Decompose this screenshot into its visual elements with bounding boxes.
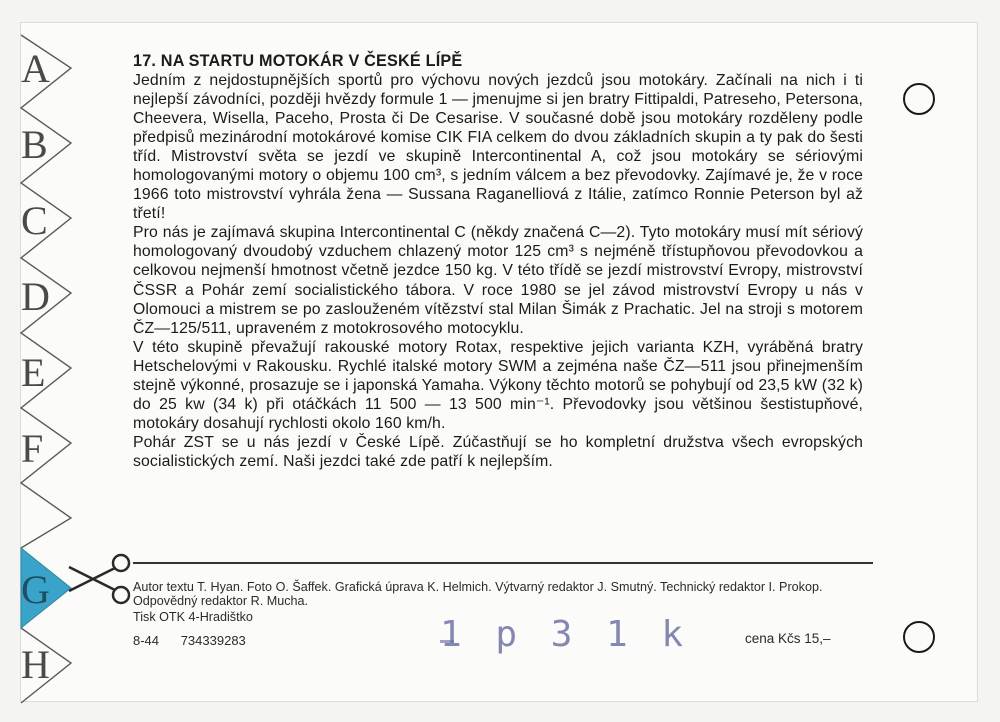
credits-text: Autor textu T. Hyan. Foto O. Šaffek. Grafická úprava K. Helmich. Výtvarný redaktor J. Smutný. Technický redaktor I. Prokop. Odpovědný redaktor R. Mucha. (133, 580, 823, 608)
catalog-code-left: 8-44 (133, 633, 160, 648)
article (133, 52, 863, 471)
article-paragraph-2: Pro nás je zajímavá skupina Intercontinental C (někdy značená C—2). Tyto motokáry musí mít sériový homologovaný dvoudobý vzduchem chlazený motor 125 cm³ s nejméně třístupňovou převodovkou a celkovou nejmenší hmotnost včetně jezdce 150 kg. V této třídě se jezdí mistrovství Evropy, mistrovství ČSSR a Pohár zemí socialistického tábora. V roce 1980 se jel závod mistrovství Evropy u nás v Olomouci a mistrem se po zaslouženém vítězství stal Milan Šimák z Prachatic. Jel na stroji s motorem ČZ—125/511, upraveném z motokrosového motocyklu. (133, 224, 863, 337)
catalog-code-number: 734339283 (180, 633, 246, 648)
article-paragraph-3: V této skupině převažují rakouské motory Rotax, respektive jejich varianta KZH, vyráběná bratry Hetschelovými v Rakousku. Rychlé italské motory SWM a zejména naše ČZ—511 jsou přinejmenším stejně výkonné, prosazuje se i japonská Yamaha. Výkony těchto motorů se pohybují od 23,5 kW (32 k) do 25 kw (34 k) při otáčkách 11 500 — 13 500 min⁻¹. Převodovky jsou většinou šestistupňové, motokáry dosahují rychlosti okolo 160 km/h. (133, 338, 863, 432)
article-paragraph-4: Pohár ZST se u nás jezdí v České Lípě. Zúčastňují se ho kompletní družstva všech evropských socialistických zemí. Naši jezdci také zde patří k nejlepším. (133, 433, 863, 470)
catalog-code (133, 633, 433, 648)
scissors-icon (65, 551, 135, 607)
tab-letter-b[interactable]: B (21, 122, 48, 167)
price-label: cena Kčs 15,– (745, 631, 831, 646)
article-paragraph-1: Jedním z nejdostupnějších sportů pro výchovu nových jezdců jsou motokáry. Začínali na nich i ti nejlepší závodníci, později hvězdy formule 1 — jmenujme si jen bratry Fittipaldi, Patreseho, Petersona, Cheevera, Wisella, Paceho, Prosta či De Cesarise. V současné době jsou motokáry rozděleny podle předpisů mezinárodní motokárové komise CIK FIA celkem do dvou základních skupin a ty pak do šesti tříd. Mistrovství světa se jezdí ve skupině Intercontinental A, což jsou motokáry se sériovými homologovanými motory o objemu 100 cm³, s jedním válcem a bez převodovky. Zajímavé je, že v roce 1966 toto mistrovství vyhrála žena — Sussana Raganelliová z Itálie, zatímco Ronnie Peterson byl až třetí! (133, 72, 863, 223)
printer-text: Tisk OTK 4-Hradištko (133, 610, 253, 624)
tab-letter-g[interactable]: G (21, 567, 50, 612)
ink-stamp: 1 p 3 1 k (440, 614, 690, 655)
tab-letter-h[interactable]: H (21, 642, 50, 687)
tab-letter-d[interactable]: D (21, 274, 50, 319)
article-title: 17. NA STARTU MOTOKÁR V ČESKÉ LÍPĚ (133, 52, 463, 70)
tab-letter-c[interactable]: C (21, 198, 48, 243)
footer-divider (133, 562, 873, 564)
index-tabs (21, 23, 151, 703)
tab-letter-a[interactable]: A (21, 46, 50, 91)
tab-letter-e[interactable]: E (21, 350, 46, 395)
punch-hole-top (903, 83, 935, 115)
tab-letter-f[interactable]: F (21, 426, 44, 471)
punch-hole-bottom (903, 621, 935, 653)
